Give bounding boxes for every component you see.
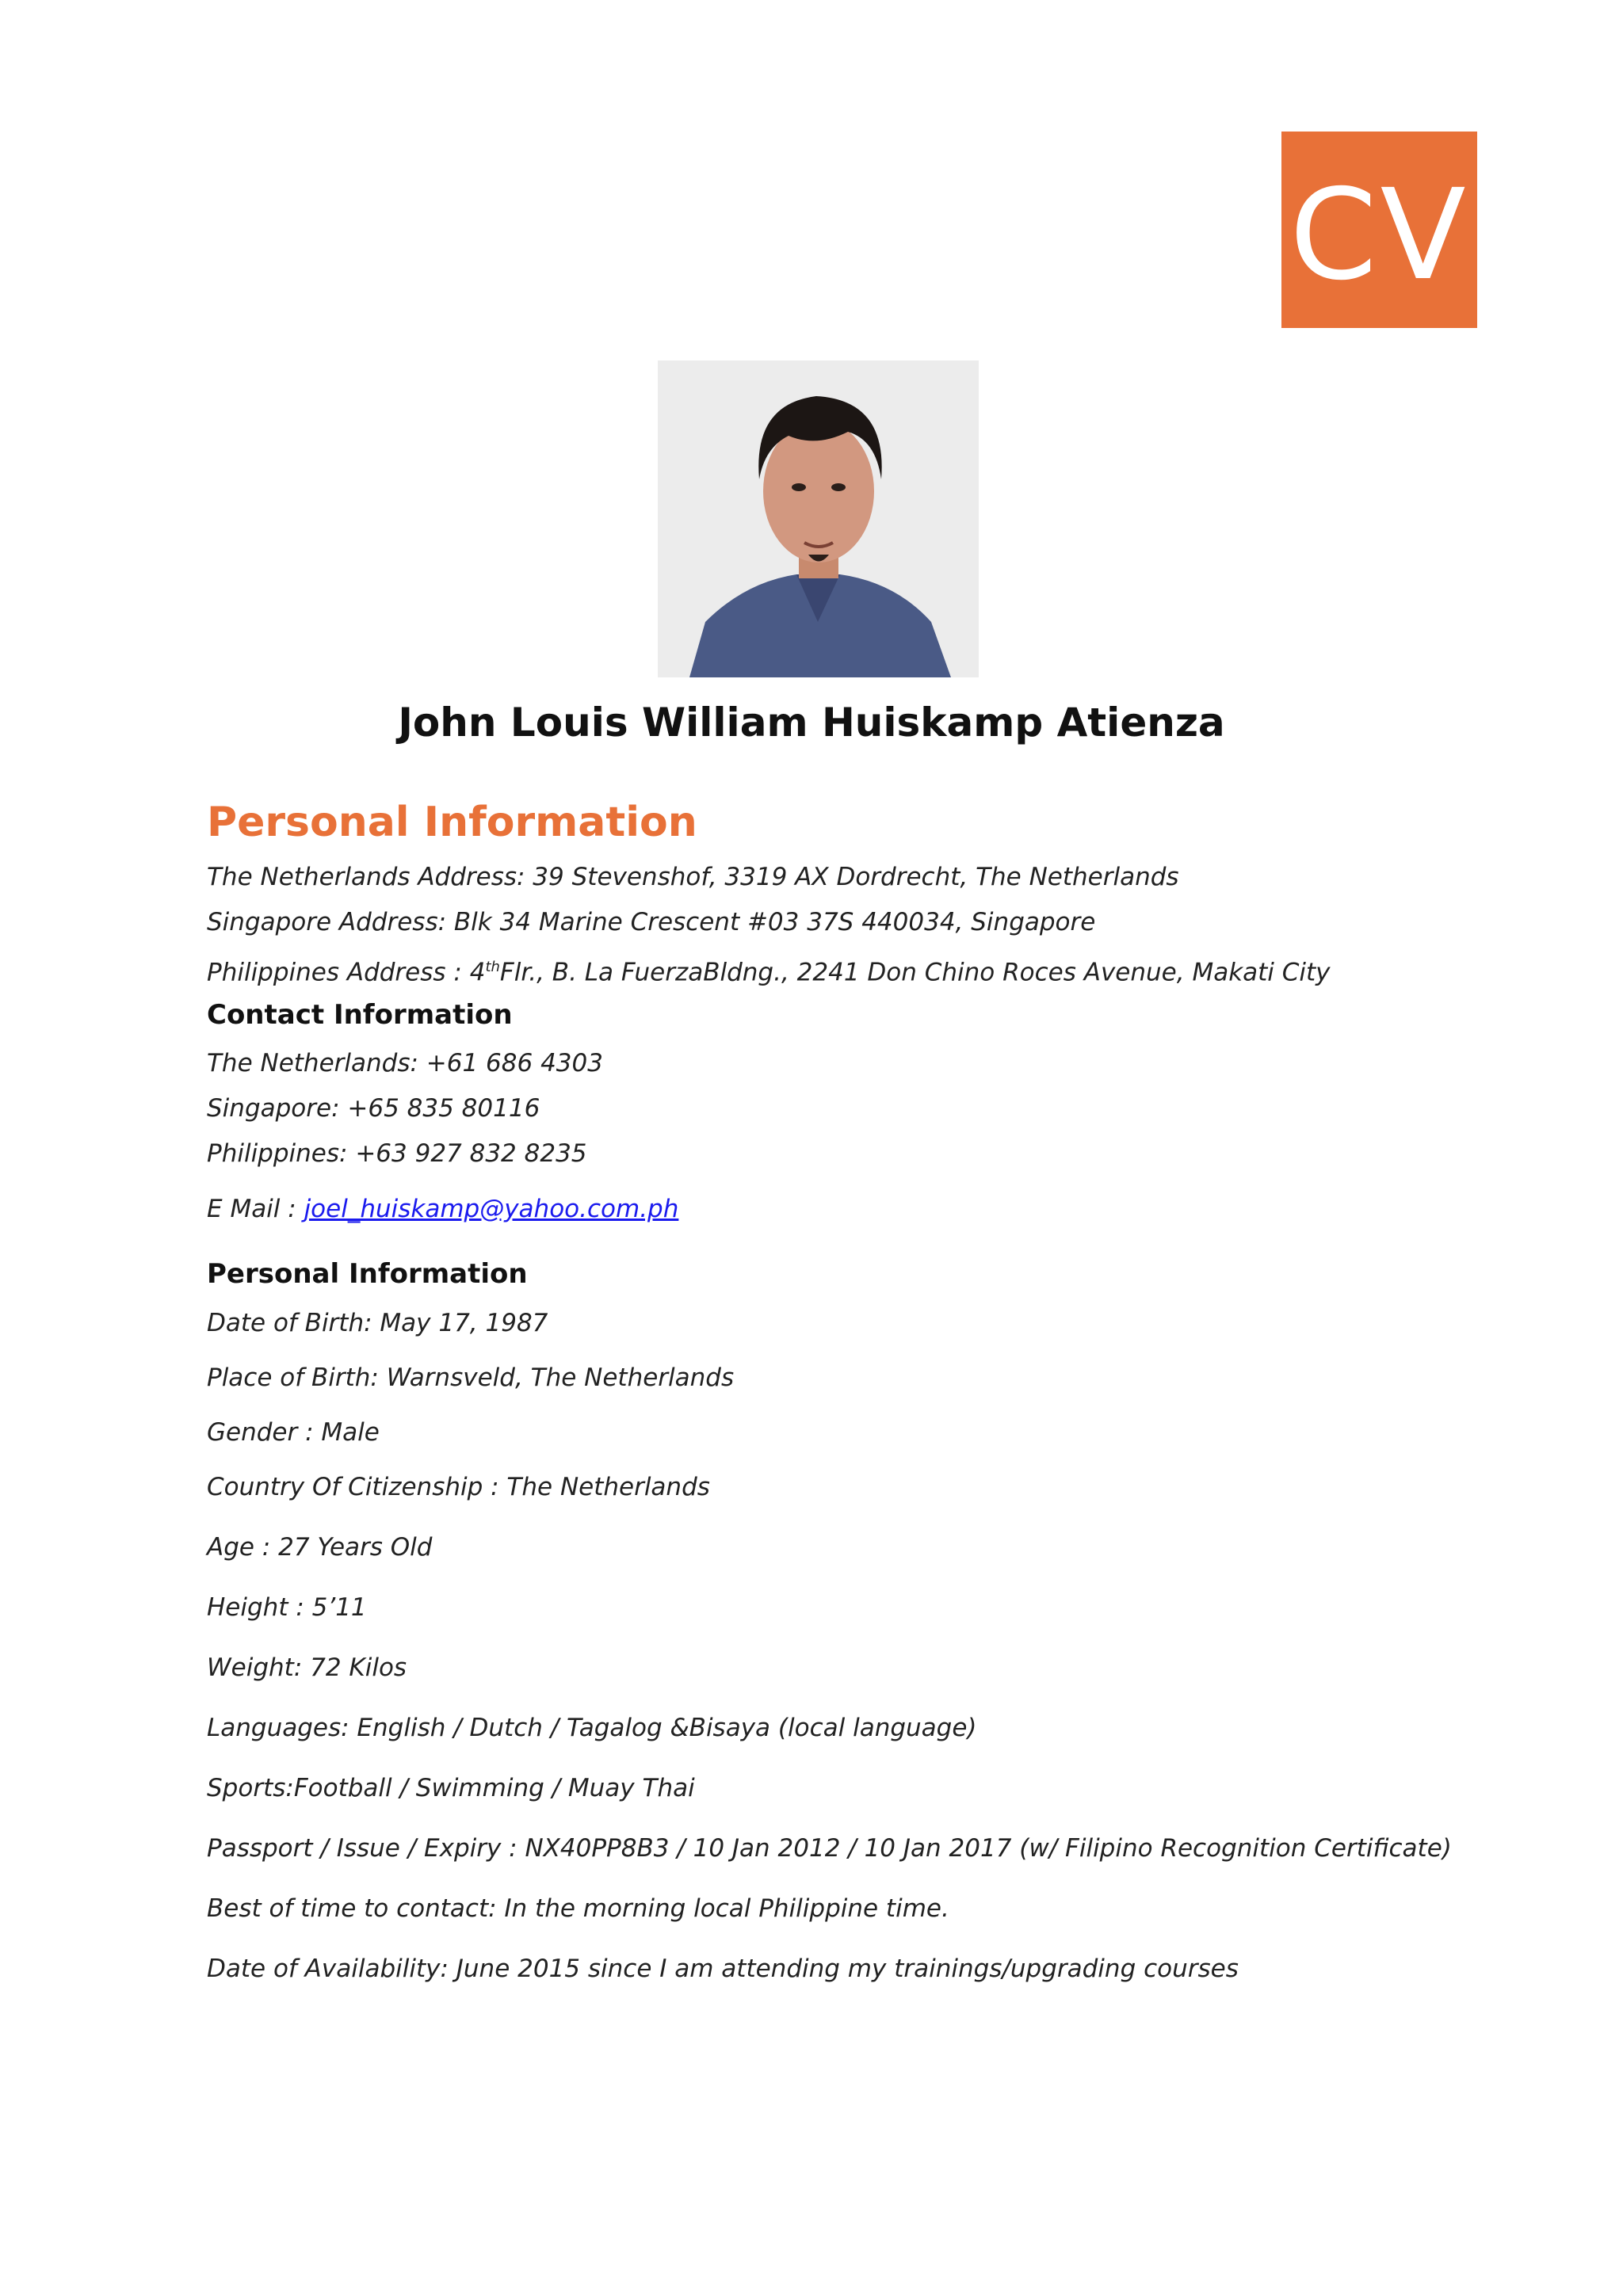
passport: Passport / Issue / Expiry : NX40PP8B3 / 10 Jan 2012 / 10 Jan 2017 (w/ Filipino Recognition Certificate) [207, 1834, 1452, 1863]
candidate-name: John Louis William Huiskamp Atienza [398, 700, 1225, 746]
cv-logo [1281, 132, 1477, 328]
height: Height : 5’11 [207, 1593, 367, 1622]
profile-photo-image [658, 360, 979, 677]
address-philippines-rest: Flr., B. La FuerzaBldng., 2241 Don Chino Roces Avenue, Makati City [499, 958, 1331, 987]
sports: Sports:Football / Swimming / Muay Thai [207, 1774, 695, 1802]
place-of-birth: Place of Birth: Warnsveld, The Netherlands [207, 1363, 735, 1392]
address-netherlands: The Netherlands Address: 39 Stevenshof, 3319 AX Dordrecht, The Netherlands [207, 863, 1179, 891]
age: Age : 27 Years Old [207, 1533, 433, 1562]
date-of-availability: Date of Availability: June 2015 since I am attending my trainings/upgrading courses [207, 1955, 1239, 1983]
address-singapore: Singapore Address: Blk 34 Marine Crescent #03 37S 440034, Singapore [207, 908, 1096, 936]
best-time-to-contact: Best of time to contact: In the morning local Philippine time. [207, 1894, 949, 1923]
profile-photo [658, 360, 979, 677]
address-philippines-prefix: Philippines Address : 4 [207, 958, 486, 987]
contact-singapore: Singapore: +65 835 80116 [207, 1094, 540, 1123]
email-label: E Mail : [207, 1195, 304, 1223]
contact-netherlands: The Netherlands: +61 686 4303 [207, 1049, 603, 1077]
languages: Languages: English / Dutch / Tagalog &Bisaya (local language) [207, 1714, 977, 1742]
contact-heading: Contact Information [207, 999, 513, 1031]
cv-logo-text: CV [1289, 162, 1469, 308]
email-link[interactable]: joel_huiskamp@yahoo.com.ph [304, 1195, 679, 1223]
section-title-personal-information: Personal Information [207, 799, 697, 846]
date-of-birth: Date of Birth: May 17, 1987 [207, 1309, 548, 1337]
contact-email-row [207, 1193, 678, 1225]
personal-heading: Personal Information [207, 1258, 528, 1290]
citizenship: Country Of Citizenship : The Netherlands [207, 1473, 710, 1501]
address-philippines [207, 952, 1331, 988]
weight: Weight: 72 Kilos [207, 1653, 407, 1682]
gender: Gender : Male [207, 1418, 380, 1447]
contact-philippines: Philippines: +63 927 832 8235 [207, 1139, 587, 1168]
address-philippines-sup: th [485, 959, 500, 975]
